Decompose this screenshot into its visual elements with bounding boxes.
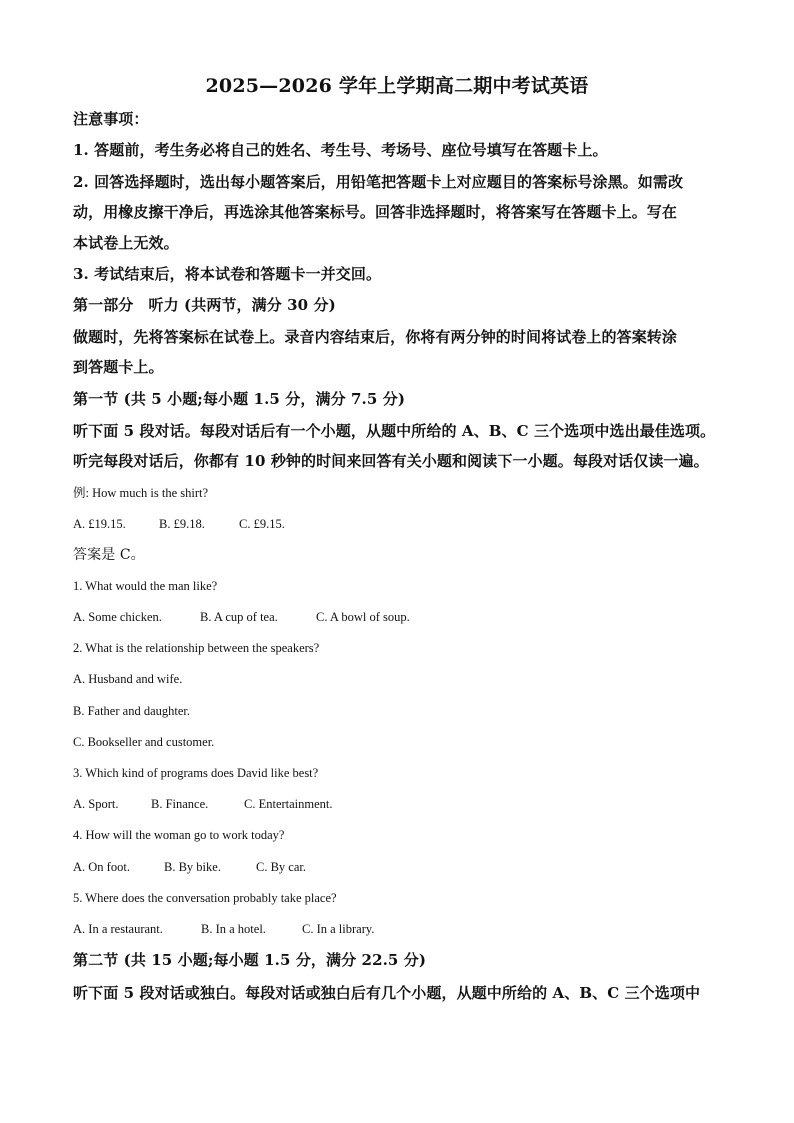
question-3-options xyxy=(73,795,723,813)
q2-option-c: C. Bookseller and customer. xyxy=(73,735,215,749)
notes-heading: 注意事项： xyxy=(73,110,149,128)
section2-heading: 第二节 (共 15 小题;每小题 1.5 分，满分 22.5 分) xyxy=(73,951,427,969)
question-5-options xyxy=(73,920,723,938)
q4-option-b: B. By bike. xyxy=(164,860,221,874)
question-1-options xyxy=(73,608,723,626)
question-5: 5. Where does the conversation probably take place? xyxy=(73,891,337,905)
example-options xyxy=(73,515,723,533)
notes-item-2-line-3: 本试卷上无效。 xyxy=(73,234,179,252)
example-option-c: C. £9.15. xyxy=(239,517,285,531)
part1-heading: 第一部分 听力 (共两节，满分 30 分) xyxy=(73,296,336,314)
q5-option-c: C. In a library. xyxy=(302,922,375,936)
question-4: 4. How will the woman go to work today? xyxy=(73,828,285,842)
q2-option-a: A. Husband and wife. xyxy=(73,672,183,686)
q5-option-b: B. In a hotel. xyxy=(201,922,266,936)
q3-option-b: B. Finance. xyxy=(151,797,209,811)
notes-item-2-line-1: 2. 回答选择题时，选出每小题答案后，用铅笔把答题卡上对应题目的答案标号涂黑。如需改 xyxy=(73,173,684,191)
notes-item-3: 3. 考试结束后，将本试卷和答题卡一并交回。 xyxy=(73,265,382,283)
exam-title: 2025—2026 学年上学期高二期中考试英语 xyxy=(205,75,589,97)
q1-option-b: B. A cup of tea. xyxy=(200,610,278,624)
question-2: 2. What is the relationship between the speakers? xyxy=(73,641,320,655)
q3-option-a: A. Sport. xyxy=(73,797,119,811)
example-question: 例: How much is the shirt? xyxy=(73,486,209,500)
q4-option-c: C. By car. xyxy=(256,860,306,874)
example-option-a: A. £19.15. xyxy=(73,517,126,531)
q3-option-c: C. Entertainment. xyxy=(244,797,333,811)
question-4-options xyxy=(73,858,723,876)
section2-desc-line-1: 听下面 5 段对话或独白。每段对话或独白后有几个小题，从题中所给的 A、B、C 三个选项中 xyxy=(73,984,701,1002)
question-3: 3. Which kind of programs does David like best? xyxy=(73,766,319,780)
q4-option-a: A. On foot. xyxy=(73,860,130,874)
example-option-b: B. £9.18. xyxy=(159,517,205,531)
section1-heading: 第一节 (共 5 小题;每小题 1.5 分，满分 7.5 分) xyxy=(73,390,406,408)
q5-option-a: A. In a restaurant. xyxy=(73,922,163,936)
section1-desc-line-2: 听完每段对话后，你都有 10 秒钟的时间来回答有关小题和阅读下一小题。每段对话仅读一遍。 xyxy=(73,452,709,470)
question-1: 1. What would the man like? xyxy=(73,579,218,593)
q1-option-a: A. Some chicken. xyxy=(73,610,162,624)
q2-option-b: B. Father and daughter. xyxy=(73,704,190,718)
q1-option-c: C. A bowl of soup. xyxy=(316,610,410,624)
section1-desc-line-1: 听下面 5 段对话。每段对话后有一个小题，从题中所给的 A、B、C 三个选项中选出最佳选项。 xyxy=(73,422,716,440)
notes-item-1: 1. 答题前，考生务必将自己的姓名、考生号、考场号、座位号填写在答题卡上。 xyxy=(73,141,608,159)
example-answer: 答案是 C。 xyxy=(73,547,145,563)
part1-desc-line-1: 做题时，先将答案标在试卷上。录音内容结束后，你将有两分钟的时间将试卷上的答案转涂 xyxy=(73,328,678,346)
notes-item-2-line-2: 动，用橡皮擦干净后，再选涂其他答案标号。回答非选择题时，将答案写在答题卡上。写在 xyxy=(73,203,678,221)
part1-desc-line-2: 到答题卡上。 xyxy=(73,358,164,376)
